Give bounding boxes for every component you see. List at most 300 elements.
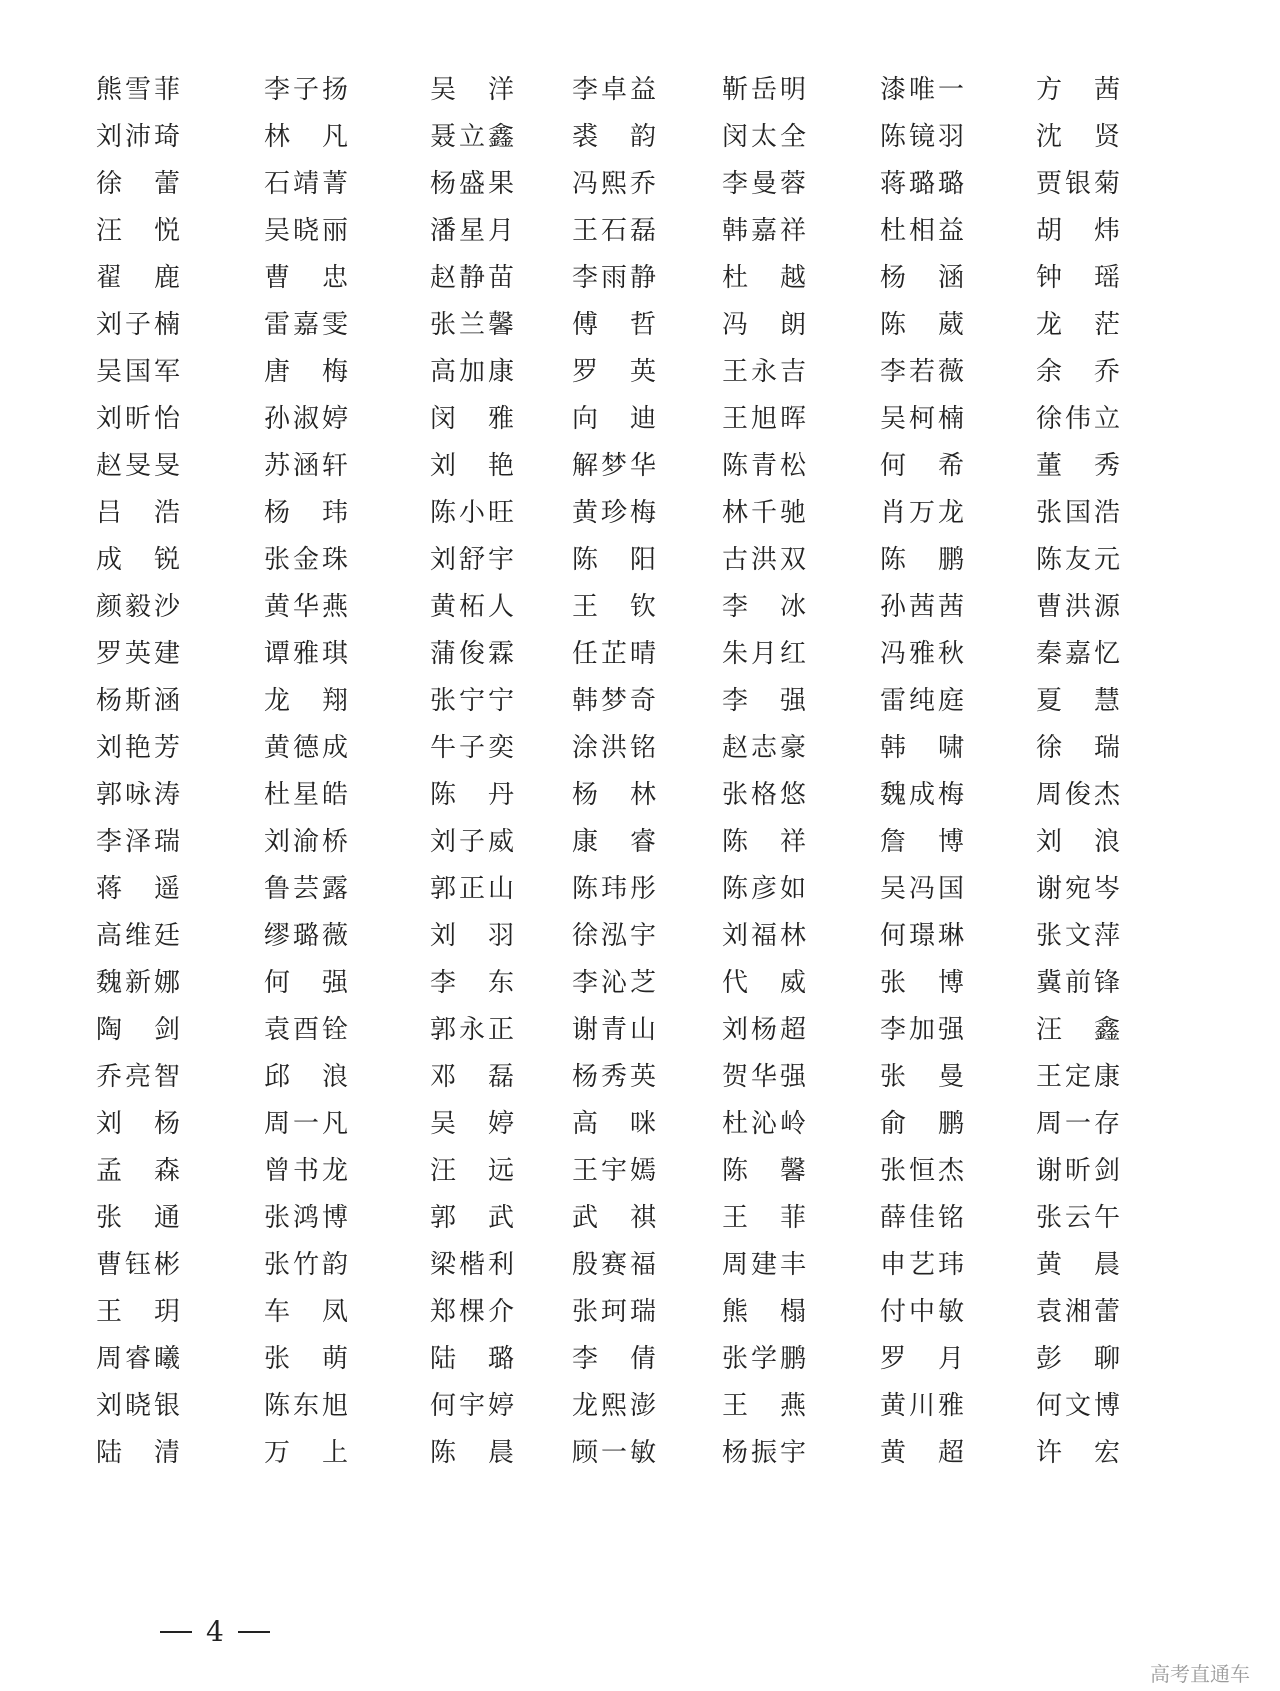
- name-char: 羽: [938, 122, 965, 152]
- name-char: 俊: [1065, 780, 1092, 810]
- name-char: 雪: [125, 75, 152, 105]
- name-entry: [96, 399, 180, 439]
- name-char: 张: [264, 545, 291, 575]
- name-char: 千: [751, 498, 778, 528]
- name-char: 纯: [909, 686, 936, 716]
- name-entry: [96, 117, 180, 157]
- name-char: 沈: [1036, 122, 1063, 152]
- name-char: 强: [938, 1015, 965, 1045]
- name-char: 漆: [880, 75, 907, 105]
- name-entry: [880, 352, 964, 392]
- name-char: 曹: [1036, 592, 1063, 622]
- name-char: 凤: [322, 1297, 349, 1327]
- name-char: 梅: [938, 780, 965, 810]
- name-entry: [96, 258, 180, 298]
- name-entry: [1036, 70, 1120, 110]
- name-char: 威: [780, 968, 807, 998]
- name-char: 韩: [880, 733, 907, 763]
- name-entry: [572, 775, 656, 815]
- name-entry: [880, 305, 964, 345]
- name-entry: [572, 258, 656, 298]
- name-char: 何: [1036, 1391, 1063, 1421]
- name-char: 任: [572, 639, 599, 669]
- name-entry: [1036, 1245, 1120, 1285]
- name-char: 泓: [601, 921, 628, 951]
- name-char: 贺: [722, 1062, 749, 1092]
- name-char: 付: [880, 1297, 907, 1327]
- name-char: 潘: [430, 216, 457, 246]
- name-char: 洪: [601, 733, 628, 763]
- name-entry: [264, 258, 348, 298]
- name-entry: [880, 399, 964, 439]
- name-char: 俞: [880, 1109, 907, 1139]
- name-char: 祥: [780, 216, 807, 246]
- name-entry: [264, 493, 348, 533]
- name-char: 王: [722, 1203, 749, 1233]
- name-char: 晖: [780, 404, 807, 434]
- name-entry: [1036, 211, 1120, 251]
- name-char: 徐: [1036, 404, 1063, 434]
- name-entry: [430, 1198, 514, 1238]
- name-entry: [1036, 258, 1120, 298]
- name-char: 杨: [572, 780, 599, 810]
- name-char: 张: [722, 780, 749, 810]
- name-char: 张: [430, 686, 457, 716]
- name-char: 存: [1094, 1109, 1121, 1139]
- name-char: 贤: [1094, 122, 1121, 152]
- name-char: 磊: [488, 1062, 515, 1092]
- name-char: 刘: [430, 921, 457, 951]
- name-entry: [264, 916, 348, 956]
- name-char: 唐: [264, 357, 291, 387]
- name-char: 果: [488, 169, 515, 199]
- name-entry: [572, 211, 656, 251]
- name-entry: [572, 1151, 656, 1191]
- name-char: 郭: [430, 1015, 457, 1045]
- name-char: 朱: [722, 639, 749, 669]
- name-char: 川: [909, 1391, 936, 1421]
- name-char: 徐: [96, 169, 123, 199]
- name-entry: [1036, 399, 1120, 439]
- name-char: 梦: [601, 686, 628, 716]
- name-char: 鑫: [1094, 1015, 1121, 1045]
- name-char: 何: [880, 921, 907, 951]
- name-char: 德: [293, 733, 320, 763]
- name-char: 孙: [264, 404, 291, 434]
- name-char: 豪: [780, 733, 807, 763]
- name-char: 李: [572, 968, 599, 998]
- name-char: 肖: [880, 498, 907, 528]
- name-entry: [96, 775, 180, 815]
- name-char: 玮: [601, 874, 628, 904]
- name-entry: [1036, 822, 1120, 862]
- name-char: 熊: [96, 75, 123, 105]
- name-char: 陈: [430, 780, 457, 810]
- name-char: 泽: [125, 827, 152, 857]
- name-entry: [880, 211, 964, 251]
- name-char: 吴: [880, 404, 907, 434]
- name-char: 超: [938, 1438, 965, 1468]
- name-char: 遥: [154, 874, 181, 904]
- name-entry: [96, 352, 180, 392]
- name-char: 宇: [630, 921, 657, 951]
- name-char: 维: [125, 921, 152, 951]
- name-char: 源: [1094, 592, 1121, 622]
- name-entry: [430, 681, 514, 721]
- name-char: 鹏: [780, 1344, 807, 1374]
- name-char: 黄: [430, 592, 457, 622]
- name-char: 郭: [430, 1203, 457, 1233]
- name-entry: [1036, 164, 1120, 204]
- name-char: 菁: [322, 169, 349, 199]
- name-char: 冀: [1036, 968, 1063, 998]
- name-char: 兰: [459, 310, 486, 340]
- name-char: 许: [1036, 1438, 1063, 1468]
- name-entry: [880, 1151, 964, 1191]
- name-entry: [430, 1010, 514, 1050]
- name-char: 翟: [96, 263, 123, 293]
- name-entry: [1036, 963, 1120, 1003]
- name-char: 胡: [1036, 216, 1063, 246]
- name-char: 芷: [601, 639, 628, 669]
- name-char: 卓: [601, 75, 628, 105]
- watermark: 高考直通车: [1150, 1662, 1250, 1686]
- name-char: 瑶: [1094, 263, 1121, 293]
- name-char: 秀: [1094, 451, 1121, 481]
- name-char: 瑞: [1094, 733, 1121, 763]
- name-char: 艳: [125, 733, 152, 763]
- name-char: 东: [293, 1391, 320, 1421]
- name-entry: [1036, 1151, 1120, 1191]
- name-char: 馨: [488, 310, 515, 340]
- name-entry: [430, 1057, 514, 1097]
- name-entry: [880, 446, 964, 486]
- name-char: 丹: [488, 780, 515, 810]
- name-char: 何: [264, 968, 291, 998]
- name-char: 博: [938, 827, 965, 857]
- name-char: 威: [488, 827, 515, 857]
- name-char: 友: [1065, 545, 1092, 575]
- name-char: 杜: [264, 780, 291, 810]
- name-char: 月: [938, 1344, 965, 1374]
- name-entry: [572, 916, 656, 956]
- name-entry: [430, 352, 514, 392]
- name-char: 斯: [125, 686, 152, 716]
- name-char: 振: [751, 1438, 778, 1468]
- name-entry: [572, 446, 656, 486]
- name-char: 悦: [154, 216, 181, 246]
- name-entry: [96, 1433, 180, 1473]
- name-entry: [1036, 587, 1120, 627]
- name-char: 蒋: [880, 169, 907, 199]
- name-entry: [1036, 916, 1120, 956]
- name-char: 楷: [459, 1250, 486, 1280]
- name-char: 靖: [293, 169, 320, 199]
- name-char: 鲁: [264, 874, 291, 904]
- name-char: 国: [125, 357, 152, 387]
- name-char: 啸: [938, 733, 965, 763]
- name-char: 青: [601, 1015, 628, 1045]
- name-entry: [430, 1151, 514, 1191]
- name-entry: [1036, 634, 1120, 674]
- name-char: 星: [293, 780, 320, 810]
- name-char: 远: [488, 1156, 515, 1186]
- name-entry: [572, 1010, 656, 1050]
- name-char: 张: [96, 1203, 123, 1233]
- name-char: 华: [751, 1062, 778, 1092]
- name-char: 彤: [630, 874, 657, 904]
- name-char: 林: [630, 780, 657, 810]
- name-char: 燕: [322, 592, 349, 622]
- name-char: 茜: [938, 592, 965, 622]
- name-char: 艺: [909, 1250, 936, 1280]
- name-entry: [722, 493, 806, 533]
- name-char: 郭: [96, 780, 123, 810]
- name-char: 旺: [488, 498, 515, 528]
- name-char: 子: [459, 733, 486, 763]
- name-entry: [572, 963, 656, 1003]
- name-char: 车: [264, 1297, 291, 1327]
- name-char: 铭: [630, 733, 657, 763]
- name-entry: [96, 1339, 180, 1379]
- name-entry: [430, 916, 514, 956]
- name-char: 陈: [722, 874, 749, 904]
- name-char: 吉: [780, 357, 807, 387]
- name-entry: [96, 211, 180, 251]
- name-char: 杨: [264, 498, 291, 528]
- name-char: 毅: [125, 592, 152, 622]
- name-entry: [880, 1339, 964, 1379]
- name-char: 立: [1094, 404, 1121, 434]
- name-char: 李: [722, 169, 749, 199]
- name-entry: [722, 775, 806, 815]
- name-char: 介: [488, 1297, 515, 1327]
- name-char: 迪: [630, 404, 657, 434]
- name-char: 缪: [264, 921, 291, 951]
- name-char: 李: [430, 968, 457, 998]
- name-char: 万: [909, 498, 936, 528]
- name-char: 明: [780, 75, 807, 105]
- name-char: 谭: [264, 639, 291, 669]
- name-entry: [572, 117, 656, 157]
- name-entry: [430, 1386, 514, 1426]
- name-char: 汪: [1036, 1015, 1063, 1045]
- name-char: 赵: [722, 733, 749, 763]
- name-char: 鹏: [938, 545, 965, 575]
- name-char: 娜: [154, 968, 181, 998]
- name-char: 李: [264, 75, 291, 105]
- name-entry: [880, 540, 964, 580]
- name-entry: [572, 1104, 656, 1144]
- name-char: 沁: [751, 1109, 778, 1139]
- name-char: 军: [154, 357, 181, 387]
- name-entry: [880, 822, 964, 862]
- name-char: 英: [630, 1062, 657, 1092]
- name-entry: [96, 70, 180, 110]
- name-entry: [264, 446, 348, 486]
- name-char: 张: [880, 1156, 907, 1186]
- name-entry: [264, 775, 348, 815]
- name-char: 湘: [1065, 1297, 1092, 1327]
- name-char: 雨: [601, 263, 628, 293]
- name-char: 李: [572, 1344, 599, 1374]
- name-char: 熊: [722, 1297, 749, 1327]
- name-char: 陈: [722, 451, 749, 481]
- name-char: 琪: [322, 639, 349, 669]
- name-char: 石: [264, 169, 291, 199]
- name-char: 旻: [125, 451, 152, 481]
- name-char: 璐: [488, 1344, 515, 1374]
- name-char: 酉: [293, 1015, 320, 1045]
- name-char: 福: [630, 1250, 657, 1280]
- name-char: 吴: [430, 1109, 457, 1139]
- name-char: 刘: [264, 827, 291, 857]
- name-entry: [264, 1151, 348, 1191]
- name-char: 刘: [96, 733, 123, 763]
- name-char: 张: [430, 310, 457, 340]
- name-char: 周: [722, 1250, 749, 1280]
- name-char: 竹: [293, 1250, 320, 1280]
- name-entry: [1036, 1433, 1120, 1473]
- name-char: 珂: [601, 1297, 628, 1327]
- name-char: 正: [488, 1015, 515, 1045]
- name-entry: [722, 352, 806, 392]
- name-char: 雅: [293, 639, 320, 669]
- name-entry: [264, 1292, 348, 1332]
- name-char: 谢: [1036, 1156, 1063, 1186]
- name-char: 炜: [1094, 216, 1121, 246]
- name-char: 陈: [722, 827, 749, 857]
- name-char: 袁: [264, 1015, 291, 1045]
- name-char: 徐: [572, 921, 599, 951]
- name-char: 黄: [1036, 1250, 1063, 1280]
- name-entry: [430, 70, 514, 110]
- name-char: 杨: [154, 1109, 181, 1139]
- name-char: 月: [488, 216, 515, 246]
- name-char: 嘉: [751, 216, 778, 246]
- name-entry: [1036, 1010, 1120, 1050]
- name-char: 艳: [488, 451, 515, 481]
- name-entry: [96, 916, 180, 956]
- name-entry: [1036, 869, 1120, 909]
- name-char: 葳: [938, 310, 965, 340]
- name-entry: [722, 1433, 806, 1473]
- name-char: 加: [909, 1015, 936, 1045]
- name-entry: [722, 1245, 806, 1285]
- name-char: 璐: [909, 169, 936, 199]
- name-char: 云: [1065, 1203, 1092, 1233]
- name-char: 福: [751, 921, 778, 951]
- name-entry: [880, 1245, 964, 1285]
- name-entry: [722, 1057, 806, 1097]
- name-entry: [264, 587, 348, 627]
- name-entry: [572, 1339, 656, 1379]
- name-entry: [722, 587, 806, 627]
- name-char: 詹: [880, 827, 907, 857]
- name-char: 格: [751, 780, 778, 810]
- name-entry: [96, 1057, 180, 1097]
- name-char: 石: [601, 216, 628, 246]
- name-char: 松: [780, 451, 807, 481]
- name-char: 睿: [630, 827, 657, 857]
- name-entry: [96, 1292, 180, 1332]
- name-char: 陈: [880, 310, 907, 340]
- name-char: 吕: [96, 498, 123, 528]
- name-char: 代: [722, 968, 749, 998]
- name-char: 强: [322, 968, 349, 998]
- page-number-value: 4: [206, 1615, 224, 1648]
- name-char: 梅: [630, 498, 657, 528]
- name-char: 雅: [488, 404, 515, 434]
- name-char: 康: [1094, 1062, 1121, 1092]
- name-entry: [430, 399, 514, 439]
- name-entry: [1036, 681, 1120, 721]
- name-char: 杨: [751, 1015, 778, 1045]
- name-char: 轩: [322, 451, 349, 481]
- name-entry: [572, 681, 656, 721]
- name-char: 成: [322, 733, 349, 763]
- name-char: 森: [154, 1156, 181, 1186]
- name-char: 乔: [630, 169, 657, 199]
- name-char: 加: [459, 357, 486, 387]
- name-char: 子: [293, 75, 320, 105]
- name-char: 国: [1065, 498, 1092, 528]
- name-char: 杨: [880, 263, 907, 293]
- name-char: 杜: [722, 1109, 749, 1139]
- name-char: 鸿: [293, 1203, 320, 1233]
- name-char: 晓: [125, 1391, 152, 1421]
- name-char: 哲: [630, 310, 657, 340]
- name-entry: [722, 1339, 806, 1379]
- name-char: 上: [322, 1438, 349, 1468]
- name-char: 刘: [430, 451, 457, 481]
- name-char: 熙: [601, 1391, 628, 1421]
- name-entry: [1036, 305, 1120, 345]
- name-entry: [430, 1433, 514, 1473]
- name-entry: [430, 869, 514, 909]
- name-char: 涵: [154, 686, 181, 716]
- name-char: 刘: [1036, 827, 1063, 857]
- name-char: 王: [572, 1156, 599, 1186]
- name-char: 旭: [322, 1391, 349, 1421]
- name-char: 刘: [96, 1109, 123, 1139]
- name-char: 睿: [125, 1344, 152, 1374]
- name-char: 张: [1036, 498, 1063, 528]
- name-char: 朗: [780, 310, 807, 340]
- name-char: 曾: [264, 1156, 291, 1186]
- name-char: 铭: [938, 1203, 965, 1233]
- name-entry: [264, 728, 348, 768]
- name-entry: [264, 1245, 348, 1285]
- name-char: 陈: [430, 498, 457, 528]
- name-entry: [572, 305, 656, 345]
- name-char: 皓: [322, 780, 349, 810]
- name-char: 聊: [1094, 1344, 1121, 1374]
- name-char: 苏: [264, 451, 291, 481]
- name-char: 李: [880, 357, 907, 387]
- name-char: 钰: [125, 1250, 152, 1280]
- name-char: 万: [264, 1438, 291, 1468]
- name-entry: [880, 164, 964, 204]
- name-char: 龙: [572, 1391, 599, 1421]
- name-entry: [96, 1010, 180, 1050]
- name-entry: [264, 1057, 348, 1097]
- name-char: 玮: [938, 1250, 965, 1280]
- name-char: 薇: [938, 357, 965, 387]
- name-entry: [722, 1292, 806, 1332]
- name-entry: [430, 963, 514, 1003]
- name-char: 高: [96, 921, 123, 951]
